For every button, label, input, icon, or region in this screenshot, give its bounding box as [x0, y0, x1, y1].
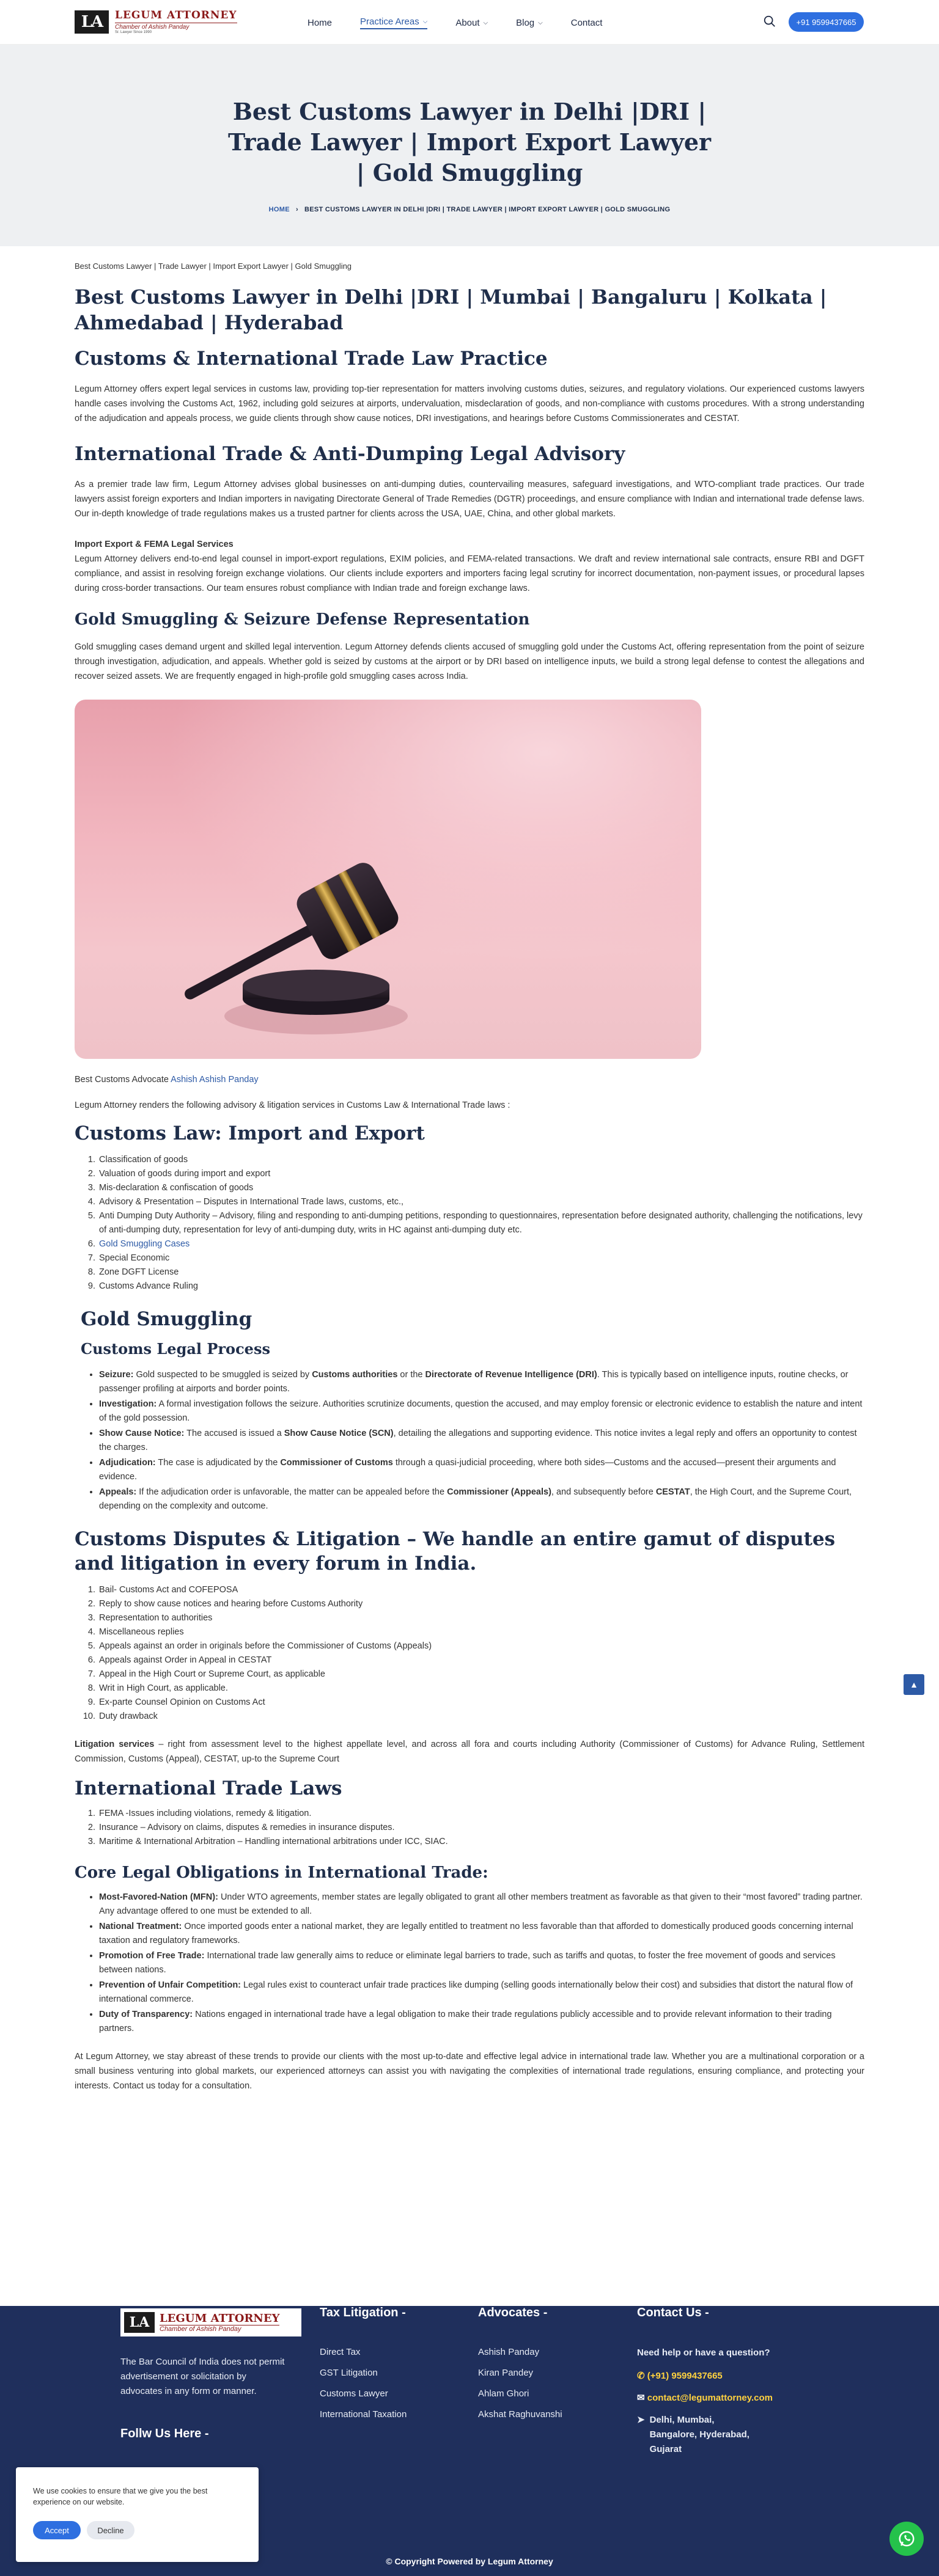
- list-item-link[interactable]: [98, 1237, 864, 1251]
- breadcrumb: [0, 206, 939, 213]
- footer-logo-subtitle: Chamber of Ashish Panday: [160, 2325, 279, 2333]
- list-item: 1. FEMA -Issues including violations, remedy & litigation.: [98, 1807, 864, 1821]
- logo-mark: LA: [75, 10, 109, 34]
- nav-blog[interactable]: [516, 16, 543, 29]
- breadcrumb-current: BEST CUSTOMS LAWYER IN DELHI |DRI | TRADE LAWYER | IMPORT EXPORT LAWYER | GOLD SMUGGLING: [304, 206, 671, 213]
- list-item: 6. Appeals against Order in Appeal in CESTAT: [98, 1653, 864, 1667]
- footer-logo-title: LEGUM ATTORNEY: [160, 2312, 280, 2325]
- search-icon[interactable]: [763, 15, 776, 28]
- heading-intl: International Trade Laws: [75, 1777, 342, 1799]
- nav-home[interactable]: [307, 16, 332, 29]
- footer-phone[interactable]: ✆ (+91) 9599437665: [637, 2371, 723, 2381]
- chevron-down-icon: ⌵: [538, 20, 543, 26]
- list-item: 8. Writ in High Court, as applicable.: [98, 1681, 864, 1696]
- list-item: 4. Miscellaneous replies: [98, 1625, 864, 1639]
- footer-col-contact: [637, 2306, 796, 2457]
- gavel-image: [75, 700, 701, 1059]
- footer-link[interactable]: GST Litigation: [320, 2368, 378, 2378]
- footer-col-about: [120, 2306, 304, 2441]
- intl-list: [75, 1807, 864, 1849]
- footer-tax-heading: Tax Litigation -: [320, 2306, 406, 2319]
- advocate-prefix: Best Customs Advocate: [75, 1075, 171, 1085]
- whatsapp-icon: [897, 2530, 916, 2548]
- footer-col-tax: [320, 2306, 454, 2430]
- list-item: 9. Ex-parte Counsel Opinion on Customs Act: [98, 1696, 864, 1710]
- heading-practice: Customs & International Trade Law Practice: [75, 348, 548, 370]
- list-item: 1. Classification of goods: [98, 1153, 864, 1167]
- footer-link[interactable]: Akshat Raghuvanshi: [478, 2409, 562, 2420]
- core-item: • Most-Favored-Nation (MFN): Under WTO agreements, member states are legally obligated to grant all other members treatment as favorable as that given to their “most favored” trading partner. Any advantage offered to one must be extended to all.: [99, 1890, 864, 1919]
- core-item: • National Treatment: Once imported goods enter a national market, they are legally entitled to treatment no less favorable than that afforded to domestically produced goods concerning internal taxation and regulatory frameworks.: [99, 1920, 864, 1948]
- footer-link[interactable]: Ashish Panday: [478, 2347, 540, 2357]
- list-item: 2. Reply to show cause notices and hearing before Customs Authority: [98, 1597, 864, 1611]
- logo-tagline: Sr. Lawyer Since 1990: [115, 31, 152, 34]
- footer-help: Need help or have a question?: [637, 2347, 770, 2358]
- list-item: 3. Mis-declaration & confiscation of goods: [98, 1181, 864, 1195]
- disputes-list: [75, 1583, 864, 1724]
- cookie-decline-button[interactable]: Decline: [87, 2521, 134, 2539]
- heading-gold-smuggling: Gold Smuggling: [81, 1308, 252, 1330]
- footer-adv-heading: Advocates -: [478, 2306, 548, 2319]
- heading-core: Core Legal Obligations in International Trade:: [75, 1864, 488, 1882]
- paragraph-practice: Legum Attorney offers expert legal services in customs law, providing top-tier representation for matters involving customs duties, seizures, and regulatory violations. Our experienced customs lawyers handle cases involving the Customs Act, 1962, including gold seizures at airports, undervaluation, misdeclaration of goods, and non-compliance with customs procedures. With a strong understanding of the adjudication and appeals process, we guide clients through show cause notices, DRI investigations, and hearings before Customs Commissionerates and CESTAT.: [75, 384, 864, 423]
- site-header: [0, 0, 939, 45]
- core-item: • Prevention of Unfair Competition: Legal rules exist to counteract unfair trade practices like dumping (selling goods internationally below their cost) and subsidies that distort the natural flow of international commerce.: [99, 1978, 864, 2007]
- advocate-link[interactable]: Ashish Ashish Panday: [171, 1075, 259, 1085]
- logo-title: LEGUM ATTORNEY: [115, 9, 237, 21]
- list-item: 5. Appeals against an order in originals before the Commissioner of Customs (Appeals): [98, 1639, 864, 1653]
- footer-contact-heading: Contact Us -: [637, 2306, 709, 2319]
- main-content: [75, 262, 864, 2109]
- nav-practice-areas[interactable]: [360, 16, 427, 29]
- footer-link[interactable]: Direct Tax: [320, 2347, 361, 2357]
- footer-email[interactable]: ✉ contact@legumattorney.com: [637, 2393, 773, 2403]
- process-item: • Show Cause Notice: The accused is issued a Show Cause Notice (SCN), detailing the allegations and supporting evidence. This notice invites a legal reply and offers an opportunity to contest the charges.: [99, 1427, 864, 1455]
- process-item: • Seizure: Gold suspected to be smuggled is seized by Customs authorities or the Directorate of Revenue Intelligence (DRI). This is typically based on intelligence inputs, routine checks, or passenger profiling at airports and border points.: [99, 1368, 864, 1396]
- location-icon: ➤: [637, 2415, 645, 2425]
- cookie-text: We use cookies to ensure that we give you the best experience on our website.: [33, 2487, 208, 2506]
- heading-gold-defense: Gold Smuggling & Seizure Defense Representation: [75, 610, 530, 629]
- nav-label: About: [455, 18, 480, 28]
- process-list: [75, 1368, 864, 1513]
- nav-contact[interactable]: [571, 16, 603, 29]
- heading-disputes: Customs Disputes & Litigation – We handle an entire gamut of disputes and litigation in every forum in India.: [75, 1528, 836, 1575]
- cookie-banner: [16, 2467, 259, 2562]
- list-item: 9. Customs Advance Ruling: [98, 1279, 864, 1293]
- footer-disclaimer: The Bar Council of India does not permit advertisement or solicitation by advocates in any form or manner.: [120, 2357, 285, 2396]
- footer-logo[interactable]: [120, 2308, 301, 2336]
- nav-about[interactable]: [455, 16, 488, 29]
- heading-import: Import Export & FEMA Legal Services: [75, 540, 234, 549]
- process-item: • Appeals: If the adjudication order is unfavorable, the matter can be appealed before the Commissioner (Appeals), and subsequently before CESTAT, the High Court, and the Supreme Court, depending on the complexity and outcome.: [99, 1485, 864, 1513]
- list-item: 1. Bail- Customs Act and COFEPOSA: [98, 1583, 864, 1597]
- page-hero: [0, 45, 939, 246]
- cookie-accept-button[interactable]: Accept: [33, 2521, 81, 2539]
- copyright: © Copyright Powered by Legum Attorney: [386, 2556, 553, 2566]
- footer-col-advocates: [478, 2306, 613, 2430]
- logo-mark: LA: [124, 2312, 155, 2333]
- paragraph-renders: Legum Attorney renders the following advisory & litigation services in Customs Law & International Trade laws :: [75, 1100, 510, 1110]
- list-item: 2. Valuation of goods during import and export: [98, 1167, 864, 1181]
- process-item: • Adjudication: The case is adjudicated by the Commissioner of Customs through a quasi-judicial proceeding, where both sides—Customs and the accused—present their arguments and evidence.: [99, 1456, 864, 1484]
- list-item: 5. Anti Dumping Duty Authority – Advisory, filing and responding to anti-dumping petitions, responding to questionnaires, representation before designated authority, challenging the notifications, levy of anti-dumping duty, representation for levy of anti-dumping duty, writs in HC against anti-dumping duty etc.: [98, 1209, 864, 1237]
- list-item: 3. Representation to authorities: [98, 1611, 864, 1625]
- intro-tagline: Best Customs Lawyer | Trade Lawyer | Import Export Lawyer | Gold Smuggling: [75, 262, 352, 271]
- phone-icon: ✆: [637, 2371, 645, 2381]
- paragraph-closing: At Legum Attorney, we stay abreast of these trends to provide our clients with the most up-to-date and effective legal advice in international trade law. Whether you are a multinational corporation or a small business venturing into global markets, our experienced attorneys can assist you with navigating the complexities of international trade regulations, ensuring compliance, and protecting your interests. Contact us today for a consultation.: [75, 2052, 864, 2091]
- whatsapp-button[interactable]: [889, 2522, 924, 2556]
- gold-smuggling-section: [75, 1307, 864, 1359]
- gold-smuggling-link[interactable]: Gold Smuggling Cases: [99, 1239, 190, 1249]
- main-nav: [307, 16, 630, 29]
- arrow-up-icon: ▲: [910, 1680, 918, 1689]
- nav-label: Blog: [516, 18, 535, 28]
- scroll-to-top-button[interactable]: [904, 1674, 924, 1695]
- list-item: 8. Zone DGFT License: [98, 1265, 864, 1279]
- core-list: [75, 1890, 864, 2036]
- footer-link[interactable]: Ahlam Ghori: [478, 2388, 529, 2399]
- core-item: • Duty of Transparency: Nations engaged in international trade have a legal obligation to make their trade regulations publicly accessible and to provide relevant information to their trading partners.: [99, 2008, 864, 2036]
- list-item: 7. Special Economic: [98, 1251, 864, 1265]
- heading-customs-law: Customs Law: Import and Export: [75, 1122, 425, 1144]
- heading-process: Customs Legal Process: [81, 1340, 270, 1358]
- breadcrumb-separator: ›: [295, 206, 298, 213]
- paragraph-gold: Gold smuggling cases demand urgent and skilled legal intervention. Legum Attorney defends clients accused of smuggling gold under the Customs Act, offering representation from the point of seizure through investigation, adjudication, and appeals. Whether gold is seized by customs at the airport or by DRI based on intelligence inputs, we build a strong legal defense to contest the allegations and recover seized assets. We are frequently engaged in high-profile gold smuggling cases across India.: [75, 642, 864, 681]
- paragraph-litigation: Litigation services – right from assessment level to the highest appellate level, and across all fora and courts including Authority (Commissioner of Customs) for Advance Ruling, Settlement Commission, Customs (Appeal), CESTAT, up-to the Supreme Court: [75, 1740, 864, 1764]
- footer-link[interactable]: International Taxation: [320, 2409, 407, 2420]
- footer-address: ➤ Delhi, Mumbai, Bangalore, Hyderabad, Gujarat: [637, 2413, 796, 2457]
- paragraph-trade: As a premier trade law firm, Legum Attorney advises global businesses on anti-dumping duties, countervailing measures, safeguard investigations, and WTO-compliant trade practices. Our trade lawyers assist foreign exporters and Indian importers in navigating Directorate General of Trade Remedies (DGTR) proceedings, and ensure compliance with Indian and international trade defense laws. Our in-depth knowledge of trade regulations makes us a trusted partner for clients across the USA, UAE, China, and other global markets.: [75, 480, 864, 519]
- logo-subtitle: Chamber of Ashish Panday: [115, 23, 237, 31]
- chevron-down-icon: ⌵: [422, 18, 428, 25]
- heading-main: Best Customs Lawyer in Delhi |DRI | Mumbai | Bangaluru | Kolkata | Ahmedabad | Hyderabad: [75, 285, 827, 334]
- nav-label: Home: [307, 18, 333, 28]
- list-item: 4. Advisory & Presentation – Disputes in International Trade laws, customs, etc.,: [98, 1195, 864, 1209]
- process-item: • Investigation: A formal investigation follows the seizure. Authorities scrutinize documents, question the accused, and may employ forensic or electronic evidence to establish the nature and intent of the gold possession.: [99, 1397, 864, 1425]
- footer-follow: Follw Us Here -: [120, 2427, 209, 2440]
- nav-label: Contact: [570, 18, 603, 28]
- list-item: 10. Duty drawback: [98, 1710, 864, 1724]
- email-icon: ✉: [637, 2393, 645, 2403]
- list-item: 3. Maritime & International Arbitration – Handling international arbitrations under ICC, SIAC.: [98, 1835, 864, 1849]
- paragraph-import: Legum Attorney delivers end-to-end legal counsel in import-export regulations, EXIM policies, and FEMA-related transactions. We draft and review international sale contracts, ensure RBI and DGFT compliance, and assist in resolving foreign exchange violations. Our clients include exporters and importers facing legal scrutiny for incorrect documentation, non-payment issues, or procedural lapses during cross-border transactions. Our team ensures robust compliance with Indian trade and foreign exchange laws.: [75, 554, 864, 593]
- chevron-down-icon: ⌵: [483, 20, 488, 26]
- footer-link[interactable]: Kiran Pandey: [478, 2368, 534, 2378]
- heading-trade: International Trade & Anti-Dumping Legal Advisory: [75, 443, 625, 465]
- footer-link[interactable]: Customs Lawyer: [320, 2388, 388, 2399]
- core-item: • Promotion of Free Trade: International trade law generally aims to reduce or eliminate legal barriers to trade, such as tariffs and quotas, to foster the free movement of goods and services between nations.: [99, 1949, 864, 1977]
- list-item: 2. Insurance – Advisory on claims, disputes & remedies in insurance disputes.: [98, 1821, 864, 1835]
- page-title: Best Customs Lawyer in Delhi |DRI | Trade Lawyer | Import Export Lawyer | Gold Smuggling: [227, 98, 712, 186]
- nav-label: Practice Areas: [360, 16, 419, 27]
- site-logo[interactable]: [75, 9, 237, 34]
- phone-button[interactable]: +91 9599437665: [789, 12, 864, 32]
- advocate-line: [75, 1072, 864, 1087]
- gavel-illustration: [75, 700, 701, 1059]
- list-item: 7. Appeal in the High Court or Supreme Court, as applicable: [98, 1667, 864, 1681]
- breadcrumb-home[interactable]: HOME: [268, 206, 290, 213]
- customs-services-list: [75, 1153, 864, 1293]
